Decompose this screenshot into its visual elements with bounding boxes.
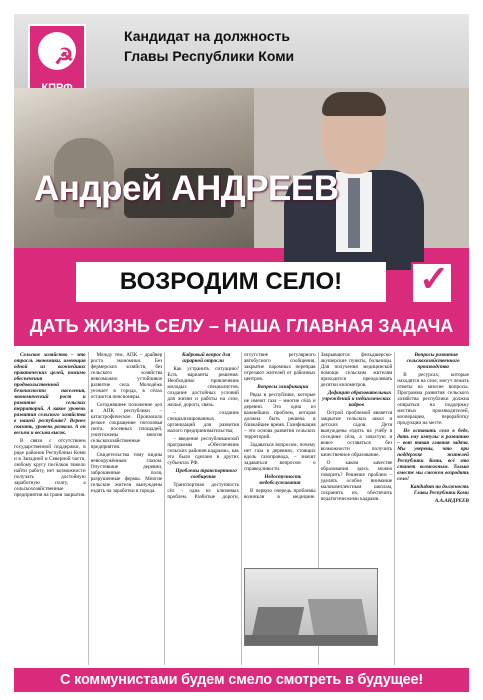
signature-name: А.А.АНДРЕЕВ (434, 498, 469, 504)
village-photo (244, 568, 378, 646)
logo-emblem (38, 32, 76, 70)
section-heading: Вопросы газификации (257, 384, 309, 390)
hammer-sickle-icon: ☭ (54, 44, 74, 69)
tagline: ДАТЬ ЖИЗНЬ СЕЛУ – НАША ГЛАВНАЯ ЗАДАЧА (29, 316, 454, 336)
article-paragraph: Между тем, АПК – драйвер роста экономики. Без фермерских хозяйств, без сельского хозяйства невозможно устойчивое развитие села. Молодёжь уезжает в города, в сёлах остаются пенсионеры. (90, 352, 163, 400)
article-paragraph: Как устранить ситуацию? Есть варианты решения. Необходимо привлечение молодых специалистов, создание достойных условий для жизни и работы на селе, жильё, дороги, связь. (167, 366, 239, 408)
portrait-hair (322, 92, 386, 116)
slogan-text: ВОЗРОДИМ СЕЛО! (119, 268, 343, 295)
article-body (14, 352, 469, 665)
footer-banner (14, 668, 469, 692)
article-paragraph: В ресурсах, которые находятся на селе, могут лежать ответы на многие вопросы. Программа развития сельского хозяйства республики должна опираться на поддержку местных производителей, кооперацию, переработку продукции на месте. (397, 372, 469, 426)
article-paragraph: – создание специализированных организаций для развития малого предпринимательства; (167, 410, 239, 434)
farm-field-photo (14, 88, 254, 248)
footer-slogan: С коммунистами будем смело смотреть в будущее! (59, 672, 423, 688)
article-paragraph: Свидетельства тому видны невооружённым глазом. Опустевшие деревни, заброшенные поля, разрушенные фермы. Многие сельские жители вынуждены ездить на заработки в города. (90, 452, 163, 494)
section-heading: Кадровый вопрос для аграрной отрасли (181, 352, 231, 364)
section-heading: Недоступность медобслуживания (258, 474, 302, 486)
article-closing: Не оставить село в беде, дать ему импульс к развитию – вот такая главная задача. Мы уверены, что при поддержке жителей Республики Коми, всё это станет возможным. Только вместе мы сможем возродить село! (397, 428, 469, 482)
article-paragraph: Острой проблемой является закрытие сельских школ и детских садов. Дети вынуждены ездить на учёбу в соседние сёла, а зачастую и вовсе оставаться без возможности получить качественное образование. (320, 410, 393, 458)
article-paragraph: – введение республиканской программы «Обеспечение сельских районов кадрами», как это было сделано в других субъектах РФ. (167, 436, 239, 466)
article-paragraph: О каком качестве образования здесь можно говорить? Решение проблем – уделять особое внимание малокомплектным школам, сохранить их, обеспечить педагогическими кадрами. (320, 460, 393, 502)
portrait-tie (348, 178, 360, 248)
slogan-box (76, 262, 386, 302)
article-lead: Сельское хозяйство – это отрасль экономики, имеющая одной из важнейших практических целей, помимо обеспечения продовольственной безопасности населения, экономический рост и развитие сельских территорий. А какое уровень развития сельского хозяйства в нашей республике? Вернее сказать, уровень развала. А он весьма и весьма высок. (14, 352, 86, 436)
collapsed-barn-shape (308, 599, 369, 637)
article-paragraph: В первую очередь проблемы возникли в медицине. Закрываются фельдшерско-акушерские пункты, больницы. Для получения медицинской помощи сельским жителям приходится преодолевать десятки километров. (243, 352, 393, 500)
header-banner (14, 14, 469, 346)
article-paragraph: Транспортная доступность сёл – одна из ключевых проблем. Разбитые дороги, отсутствие регулярного автобусного сообщения, закрытие паромных переправ отрезают жителей от районных центров. (167, 352, 316, 500)
candidate-name: Андрей АНДРЕЕВ (34, 169, 339, 208)
section-heading: Дефицит образовательных учреждений и педагогических кадров (322, 390, 392, 408)
checkmark-icon: ✓ (419, 258, 450, 299)
position-title-line1: Кандидат на должность (124, 28, 290, 44)
header-photo-collage (14, 88, 469, 248)
article-paragraph: В связи с отсутствием государственной поддержки, в ряде районов Республики Коми и в Западной и Северной части, любому кругу посёлков тяжело найти работу, нет возможности получать достойную заработную плату, а сельскохозяйственные предприятия на грани закрытия. (14, 438, 86, 498)
section-heading: Вопросы развития сельскохозяйственного производства (406, 352, 460, 370)
signature-title: Кандидат на должность Главы Республики Коми (410, 484, 469, 496)
article-paragraph: Ряды в республике, которые не имеют газа – многие сёла и деревни. Это одна из важнейших проблем, которая должна быть решена в ближайшее время. Газификация – это основа развития сельских территорий. (243, 392, 316, 440)
position-title-line2: Главы Республики Коми (124, 48, 295, 64)
ruined-house-shape (252, 607, 304, 637)
ballot-checkbox (411, 258, 453, 304)
ground-shape (245, 635, 377, 645)
article-paragraph: Задаваться вопросом, почему нет газа в деревнях, стоящих вдоль газопровода, – значит задаваться вопросом о справедливости. (243, 442, 316, 472)
article-paragraph: Сегодняшнее положение дел в АПК республики – катастрофическое. Произошло резкое сокращение поголовья скота, посевных площадей, уничтожены многие сельскохозяйственные предприятия. (90, 402, 163, 450)
section-heading: Проблемы транспортного сообщения (175, 468, 237, 480)
